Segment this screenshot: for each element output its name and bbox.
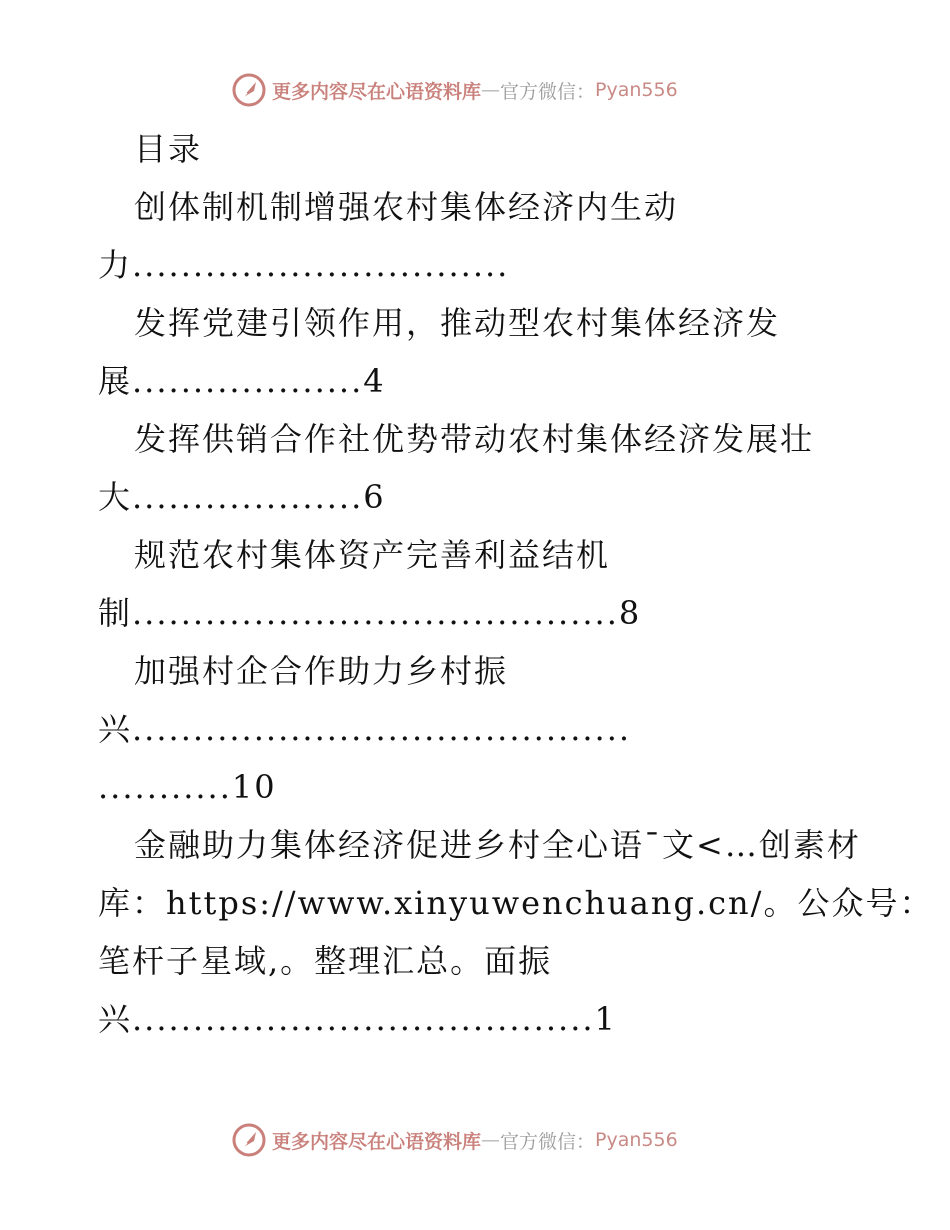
toc-entry-text: 库：https://www.xinyuwenchuang.cn/。公众号： bbox=[98, 884, 934, 922]
toc-entry-title: 加强村企合作助力乡村振 bbox=[134, 652, 509, 690]
header-watermark bbox=[232, 72, 712, 108]
toc-entry-leader: ...........10 bbox=[98, 768, 277, 806]
watermark-separator: — bbox=[481, 79, 501, 101]
watermark-account: Pyan556 bbox=[595, 79, 678, 101]
toc-entry-title: 创体制机制增强农村集体经济内生动 bbox=[134, 188, 679, 226]
toc-entry-leader: 兴......................................1 bbox=[98, 1000, 617, 1038]
toc-entry-title: 规范农村集体资产完善利益结机 bbox=[134, 536, 611, 574]
toc-entry-leader: 兴......................................... bbox=[98, 710, 632, 748]
quill-pen-logo-icon bbox=[232, 1123, 266, 1157]
watermark-label: 官方微信： bbox=[500, 80, 596, 103]
quill-pen-logo-icon bbox=[232, 73, 266, 107]
toc-entry-leader: 展...................4 bbox=[98, 362, 386, 400]
toc-heading: 目录 bbox=[134, 130, 203, 168]
toc-entry-text: 笔杆子星域,。整理汇总。面振 bbox=[98, 942, 553, 980]
watermark-account: Pyan556 bbox=[595, 1129, 678, 1151]
watermark-separator: — bbox=[481, 1129, 501, 1151]
watermark-label: 官方微信： bbox=[500, 1130, 596, 1153]
toc-entry-leader: 制........................................8 bbox=[98, 594, 642, 632]
toc-entry-leader: 力............................... bbox=[98, 246, 510, 284]
toc-entry-leader: 大...................6 bbox=[98, 478, 386, 516]
toc-entry-title: 发挥供销合作社优势带动农村集体经济发展壮 bbox=[134, 420, 815, 458]
watermark-brand: 更多内容尽在心语资料库 bbox=[272, 80, 482, 103]
watermark-brand: 更多内容尽在心语资料库 bbox=[272, 1130, 482, 1153]
footer-watermark bbox=[232, 1122, 712, 1158]
toc-entry-title: 金融助力集体经济促进乡村全心语¯文<…创素材 bbox=[134, 826, 861, 864]
toc-entry-title: 发挥党建引领作用，推动型农村集体经济发 bbox=[134, 304, 781, 342]
